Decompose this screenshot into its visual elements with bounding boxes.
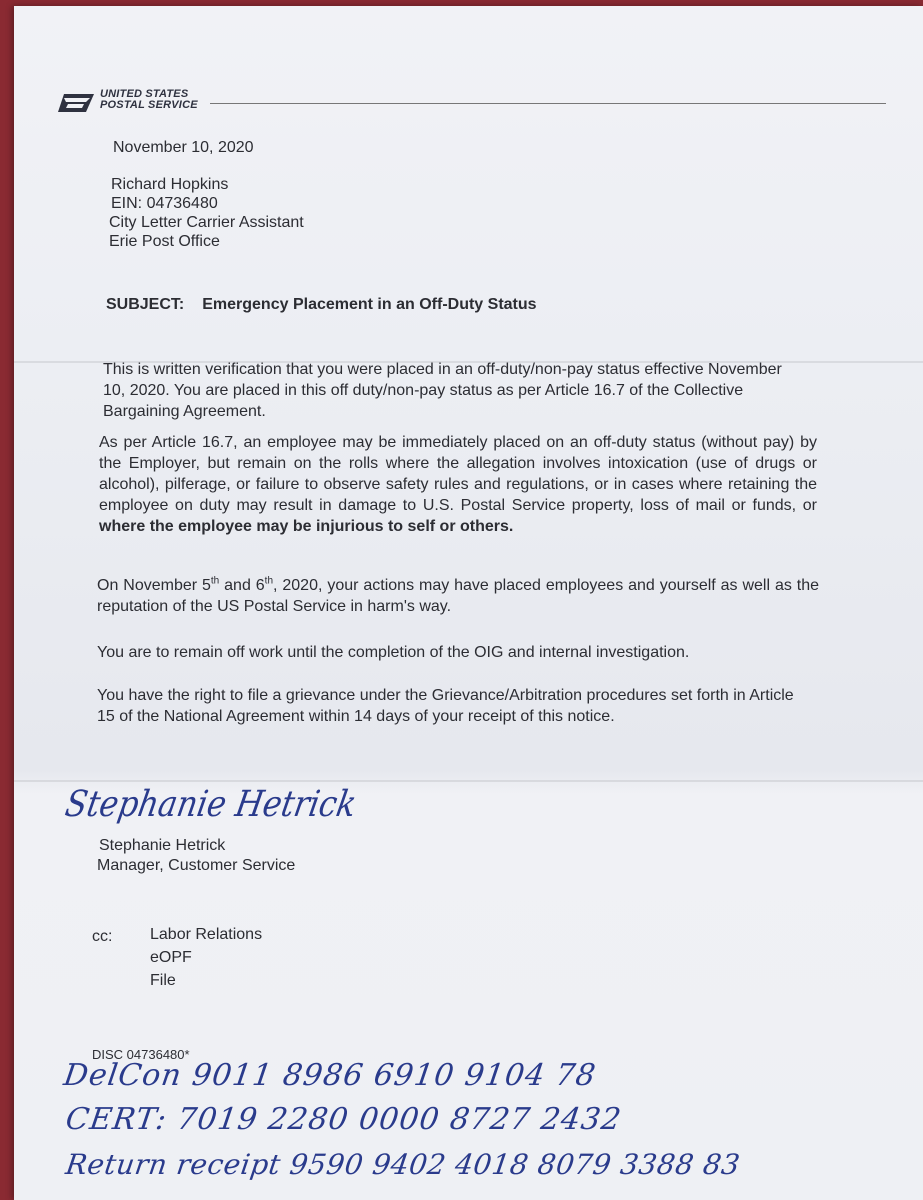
paragraph-grievance: You have the right to file a grievance under the Grievance/Arbitration procedures set forth in Article 15 of the National Agreement within 14 days of your receipt of this notice. xyxy=(97,687,794,725)
disc-number: DISC 04736480* xyxy=(92,1047,190,1062)
actions-text-a: On November 5 xyxy=(97,577,211,594)
letterhead-rule xyxy=(210,103,886,104)
usps-logo xyxy=(56,88,216,118)
signer-title: Manager, Customer Service xyxy=(97,857,296,874)
actions-text-b: and 6 xyxy=(219,577,265,594)
org-line-2: POSTAL SERVICE xyxy=(100,99,198,111)
handwritten-delcon: DelCon 9011 8986 6910 9104 78 xyxy=(61,1058,599,1093)
subject-label: SUBJECT: xyxy=(106,296,185,313)
article-text: As per Article 16.7, an employee may be immediately placed on an off-duty status (without pay) by the Employer, but remain on the rolls where the allegation involves intoxication (use of drugs or alcohol), pilferage, or failure to observe safety rules and regulations, or in cases where retaining the employee on duty may result in damage to U.S. Postal Service property, loss of mail or funds, or xyxy=(99,434,817,514)
signature-image xyxy=(60,758,404,848)
org-line-1: UNITED STATES xyxy=(100,88,189,100)
handwritten-cert: CERT: 7019 2280 0000 8727 2432 xyxy=(63,1102,624,1137)
subject-line xyxy=(106,295,537,314)
subject-text: Emergency Placement in an Off-Duty Status xyxy=(202,296,537,313)
actions-sup-1: th xyxy=(210,575,220,587)
paragraph-article xyxy=(99,432,817,537)
cc-label: cc: xyxy=(92,928,113,945)
recipient-office: Erie Post Office xyxy=(109,233,220,250)
cc-item: Labor Relations xyxy=(150,926,263,943)
paragraph-actions xyxy=(97,575,819,617)
paragraph-remain-off: You are to remain off work until the completion of the OIG and internal investigation. xyxy=(97,644,690,661)
eagle-icon xyxy=(56,90,96,114)
actions-text-c: , 2020, your actions may have placed employees and yourself as well as the reputation of the US Postal Service in harm's way. xyxy=(97,577,820,615)
cc-item: File xyxy=(150,972,176,989)
recipient-position: City Letter Carrier Assistant xyxy=(109,214,304,231)
handwritten-return-receipt: Return receipt 9590 9402 4018 8079 3388 83 xyxy=(63,1148,743,1181)
letter-date: November 10, 2020 xyxy=(113,139,254,156)
signer-name: Stephanie Hetrick xyxy=(99,837,226,854)
actions-sup-2: th xyxy=(264,575,274,587)
article-bold-text: where the employee may be injurious to self or others. xyxy=(99,518,514,535)
recipient-name: Richard Hopkins xyxy=(111,176,229,193)
cc-item: eOPF xyxy=(150,949,192,966)
signature-text: Stephanie Hetrick xyxy=(62,782,404,825)
paragraph-verification: This is written verification that you were placed in an off-duty/non-pay status effective November 10, 2020. You are placed in this off duty/non-pay status as per Article 16.7 of the Collective Bargaining Agreement. xyxy=(103,361,782,420)
recipient-ein: EIN: 04736480 xyxy=(111,195,218,212)
